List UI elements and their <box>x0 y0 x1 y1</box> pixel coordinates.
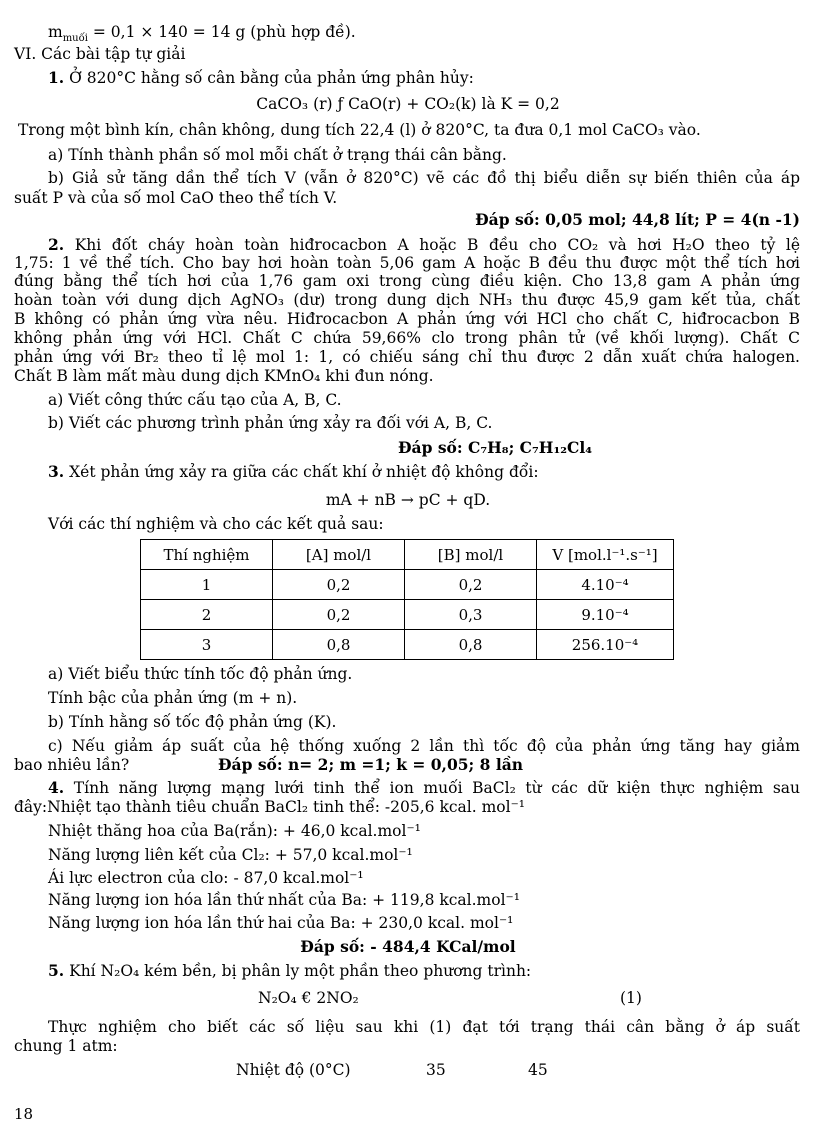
question-3-order: Tính bậc của phản ứng (m + n). <box>48 689 298 707</box>
question-2-heading: 2. Khi đốt cháy hoàn toàn hiđrocacbon A hoặc B đều cho CO₂ và hơi H₂O theo tỷ lệ <box>48 235 800 254</box>
column-header: [B] mol/l <box>405 540 537 570</box>
text-line: Trong một bình kín, chân không, dung tích 22,4 (l) ở 820°C, ta đưa 0,1 mol CaCO₃ vào. <box>18 121 701 139</box>
text-line: chung 1 atm: <box>14 1037 118 1055</box>
table-intro: Với các thí nghiệm và cho các kết quả sau: <box>48 515 384 533</box>
table-cell: 256.10⁻⁴ <box>537 630 674 660</box>
question-1-heading: 1. Ở 820°C hằng số cân bằng của phản ứng phân hủy: <box>48 68 474 87</box>
table-cell: 0,8 <box>405 630 537 660</box>
table-cell: 1 <box>141 570 273 600</box>
answer-3: Đáp số: n= 2; m =1; k = 0,05; 8 lần <box>218 755 524 774</box>
question-1b: b) Giả sử tăng dần thể tích V (vẫn ở 820°C) vẽ các đồ thị biểu diễn sự biến thiên của áp <box>48 169 800 187</box>
answer-2: Đáp số: C₇H₈; C₇H₁₂Cl₄ <box>398 438 593 457</box>
table-cell: 2 <box>141 600 273 630</box>
answer-4: Đáp số: - 484,4 KCal/mol <box>300 937 516 956</box>
question-1a: a) Tính thành phần số mol mỗi chất ở trạng thái cân bằng. <box>48 146 507 164</box>
question-5-heading: 5. Khí N₂O₄ kém bền, bị phân ly một phần theo phương trình: <box>48 961 532 980</box>
data-line: Năng lượng ion hóa lần thứ nhất của Ba: + 119,8 kcal.mol⁻¹ <box>48 891 520 909</box>
text-line: hoàn toàn với dung dịch AgNO₃ (dư) trong dung dịch NH₃ thu được 45,9 gam kết tủa, chất <box>14 291 800 309</box>
column-header: Thí nghiệm <box>141 540 273 570</box>
table-row <box>141 570 674 600</box>
table-cell: 0,2 <box>273 600 405 630</box>
text-line: Thực nghiệm cho biết các số liệu sau khi (1) đạt tới trạng thái cân bằng ở áp suất <box>48 1018 800 1036</box>
temperature-label: Nhiệt độ (0°C) <box>236 1061 351 1079</box>
data-line: Năng lượng ion hóa lần thứ hai của Ba: + 230,0 kcal. mol⁻¹ <box>48 914 514 932</box>
table-cell: 0,2 <box>405 570 537 600</box>
question-3-heading: 3. Xét phản ứng xảy ra giữa các chất khí ở nhiệt độ không đổi: <box>48 462 539 481</box>
data-line: Nhiệt thăng hoa của Ba(rắn): + 46,0 kcal.mol⁻¹ <box>48 822 421 840</box>
text-line: không phản ứng với HCl. Chất C chứa 59,66% clo trong phân tử (về khối lượng). Chất C <box>14 329 800 347</box>
equation-caco3: CaCO₃ (r) ƒ CaO(r) + CO₂(k) là K = 0,2 <box>256 95 560 113</box>
table-cell: 0,3 <box>405 600 537 630</box>
text-line: B không có phản ứng vừa nêu. Hiđrocacbon A phản ứng với HCl cho chất C, hiđrocacbon B <box>14 310 800 328</box>
question-4-heading: 4. Tính năng lượng mạng lưới tinh thể ion muối BaCl₂ từ các dữ kiện thực nghiệm sau <box>48 778 800 797</box>
table-row <box>141 630 674 660</box>
equation-rate: mA + nB → pC + qD. <box>325 491 491 509</box>
question-2b: b) Viết các phương trình phản ứng xảy ra đối với A, B, C. <box>48 414 493 432</box>
table-cell: 3 <box>141 630 273 660</box>
data-line: Ái lực electron của clo: - 87,0 kcal.mol⁻¹ <box>48 869 364 887</box>
column-header: [A] mol/l <box>273 540 405 570</box>
column-header: V [mol.l⁻¹.s⁻¹] <box>537 540 674 570</box>
question-3c: c) Nếu giảm áp suất của hệ thống xuống 2 lần thì tốc độ của phản ứng tăng hay giảm <box>48 737 800 755</box>
text-line: suất P và của số mol CaO theo thể tích V. <box>14 189 338 207</box>
question-3b: b) Tính hằng số tốc độ phản ứng (K). <box>48 713 337 731</box>
section-title: VI. Các bài tập tự giải <box>14 45 186 63</box>
text-line: 1,75: 1 về thể tích. Cho bay hơi hoàn toàn 5,06 gam A hoặc B đều thu được một thể tích hơi <box>14 254 800 272</box>
table-cell: 4.10⁻⁴ <box>537 570 674 600</box>
text-line: đúng bằng thể tích hơi của 1,76 gam oxi trong cùng điều kiện. Cho 13,8 gam A phản ứng <box>14 272 800 290</box>
temperature-value: 45 <box>528 1061 548 1079</box>
question-2a: a) Viết công thức cấu tạo của A, B, C. <box>48 391 342 409</box>
text-line: đây:Nhiệt tạo thành tiêu chuẩn BaCl₂ tinh thể: -205,6 kcal. mol⁻¹ <box>14 798 525 816</box>
text-line: $m_{muối} = 0,1 \times 140 = 14$ g (phù hợp đề). <box>48 23 356 45</box>
table-row <box>141 600 674 630</box>
page-number: 18 <box>14 1105 34 1123</box>
temperature-value: 35 <box>426 1061 446 1079</box>
question-3a: a) Viết biểu thức tính tốc độ phản ứng. <box>48 665 353 683</box>
text-line: Chất B làm mất màu dung dịch KMnO₄ khi đun nóng. <box>14 367 434 385</box>
table-cell: 9.10⁻⁴ <box>537 600 674 630</box>
table-cell: 0,8 <box>273 630 405 660</box>
table-cell: 0,2 <box>273 570 405 600</box>
text-line: bao nhiêu lần? <box>14 756 130 774</box>
equation-number: (1) <box>620 989 642 1007</box>
text-line: phản ứng với Br₂ theo tỉ lệ mol 1: 1, có chiếu sáng chỉ thu được 2 dẫn xuất chứa halogen. <box>14 348 800 366</box>
answer-1: Đáp số: 0,05 mol; 44,8 lít; P = 4(n -1) <box>475 210 800 229</box>
experiment-table <box>140 539 674 660</box>
equation-n2o4: N₂O₄ € 2NO₂ <box>258 989 359 1007</box>
table-header-row <box>141 540 674 570</box>
data-line: Năng lượng liên kết của Cl₂: + 57,0 kcal.mol⁻¹ <box>48 846 413 864</box>
